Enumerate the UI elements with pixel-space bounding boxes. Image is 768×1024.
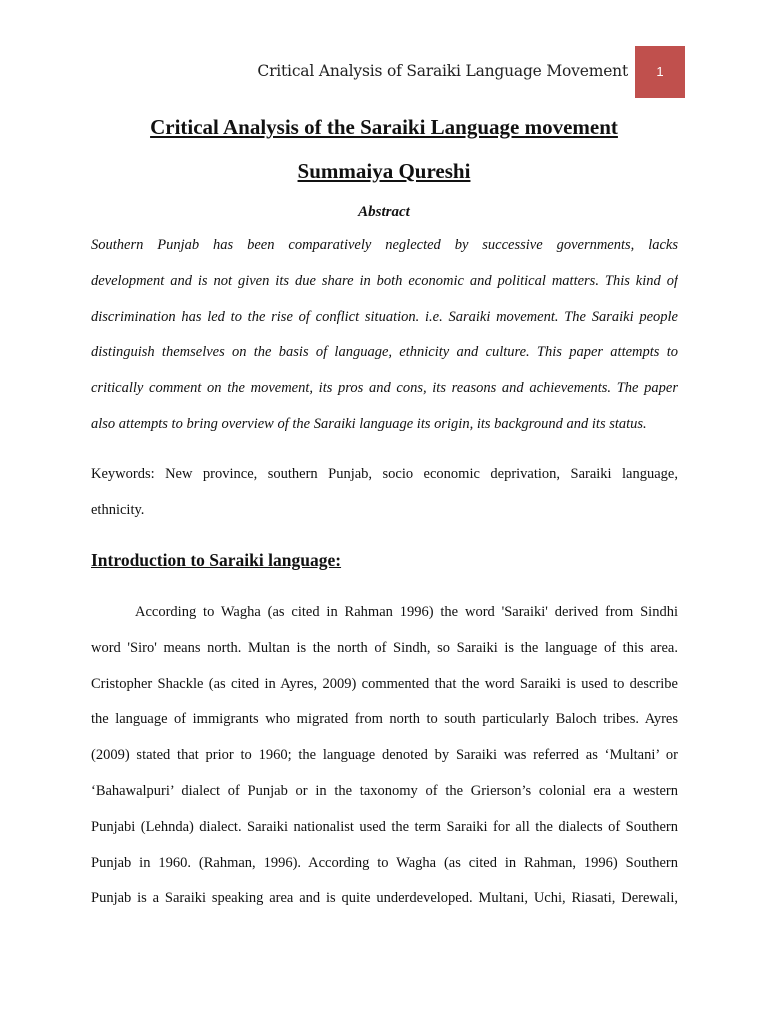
abstract-line: critically comment on the movement, its pros and cons, its reasons and achievements. The paper: [91, 380, 678, 397]
intro-line: the language of immigrants who migrated from north to south particularly Baloch tribes. Ayres: [91, 711, 678, 728]
keywords-line: Keywords: New province, southern Punjab, socio economic deprivation, Saraiki language,: [91, 466, 678, 482]
abstract-line: distinguish themselves on the basis of language, ethnicity and culture. This paper attempts to: [91, 344, 678, 361]
abstract-line: also attempts to bring overview of the Saraiki language its origin, its background and its status.: [91, 415, 647, 432]
paper-author: Summaiya Qureshi: [297, 159, 471, 183]
intro-line: word 'Siro' means north. Multan is the north of Sindh, so Saraiki is the language of this area.: [91, 639, 678, 656]
intro-line: ‘Bahawalpuri’ dialect of Punjab or in the taxonomy of the Grierson’s colonial era a western: [91, 782, 678, 799]
intro-line: Punjab in 1960. (Rahman, 1996). According to Wagha (as cited in Rahman, 1996) Southern: [91, 854, 678, 871]
intro-paragraph: [91, 595, 678, 917]
keywords-line: ethnicity.: [91, 501, 145, 518]
section-heading: Introduction to Saraiki language:: [91, 550, 342, 570]
running-header-title: Critical Analysis of Saraiki Language Movement: [257, 62, 628, 80]
abstract-paragraph: [91, 228, 678, 443]
intro-line: Cristopher Shackle (as cited in Ayres, 2009) commented that the word Saraiki is used to describe: [91, 675, 678, 692]
intro-line: Punjab is a Saraiki speaking area and is quite underdeveloped. Multani, Uchi, Riasati, Derewali,: [91, 890, 678, 907]
intro-line: (2009) stated that prior to 1960; the language denoted by Saraiki was referred as ‘Multani’ or: [91, 747, 678, 764]
page-number: 1: [656, 64, 664, 79]
paper-title: Critical Analysis of the Saraiki Language movement: [150, 115, 618, 139]
page-number-badge: [635, 46, 685, 98]
intro-line: According to Wagha (as cited in Rahman 1996) the word 'Saraiki' derived from Sindhi: [135, 604, 678, 620]
abstract-heading: Abstract: [358, 204, 410, 220]
abstract-line: discrimination has led to the rise of conflict situation. i.e. Saraiki movement. The Saraiki people: [91, 308, 678, 325]
intro-line: Punjabi (Lehnda) dialect. Saraiki nationalist used the term Saraiki for all the dialects of Southern: [91, 818, 678, 835]
abstract-line: development and is not given its due share in both economic and political matters. This kind of: [91, 272, 678, 289]
keywords-paragraph: [91, 457, 678, 529]
abstract-line: Southern Punjab has been comparatively neglected by successive governments, lacks: [91, 237, 678, 253]
